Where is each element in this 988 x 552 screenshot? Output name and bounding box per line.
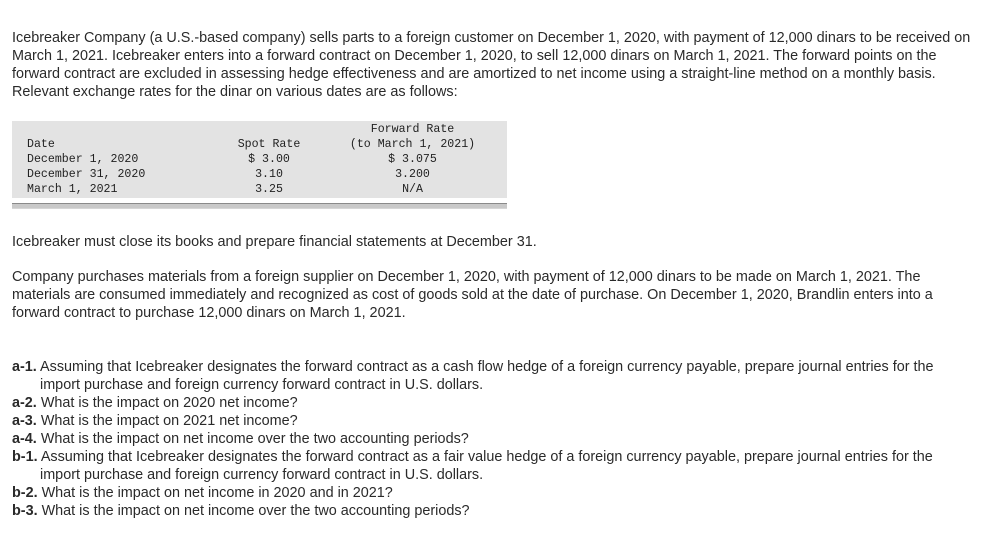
question-label: a-4. bbox=[12, 431, 37, 447]
question-text: What is the impact on net income over the two accounting periods? bbox=[40, 431, 469, 447]
row-1-date: December 1, 2020 bbox=[27, 153, 139, 166]
forward-header-line2: (to March 1, 2021) bbox=[349, 138, 476, 151]
question-b1 bbox=[12, 448, 972, 484]
question-a4 bbox=[12, 430, 972, 448]
row-1-spot: $ 3.00 bbox=[248, 153, 290, 166]
forward-header-line1: Forward Rate bbox=[370, 123, 455, 136]
question-a1 bbox=[12, 358, 972, 394]
question-label: a-1. bbox=[12, 359, 37, 375]
row-2-forward: 3.200 bbox=[395, 168, 430, 181]
question-b2 bbox=[12, 484, 972, 502]
table-bottom-rule bbox=[12, 203, 507, 209]
intro-paragraph: Icebreaker Company (a U.S.-based company) sells parts to a foreign customer on December 1, 2020, with payment of 12,000 dinars to be received on March 1, 2021. Icebreaker enters into a forward contract on December 1, 2020, to sell 12,000 dinars on March 1, 2021. The forward points on the forward contract are excluded in assessing hedge effectiveness and are amortized to net income using a straight-line method on a monthly basis. Relevant exchange rates for the dinar on various dates are as follows: bbox=[12, 30, 971, 100]
question-text: What is the impact on net income over the two accounting periods? bbox=[41, 503, 470, 519]
question-list bbox=[12, 358, 972, 520]
question-b3 bbox=[12, 502, 972, 520]
question-label: a-3. bbox=[12, 413, 37, 429]
row-2-date: December 31, 2020 bbox=[27, 168, 146, 181]
exchange-rate-table bbox=[12, 121, 507, 198]
question-text: What is the impact on 2020 net income? bbox=[40, 395, 298, 411]
row-2-spot: 3.10 bbox=[255, 168, 283, 181]
question-label: a-2. bbox=[12, 395, 37, 411]
question-label: b-3. bbox=[12, 503, 38, 519]
question-a2 bbox=[12, 394, 972, 412]
row-3-spot: 3.25 bbox=[255, 183, 283, 196]
question-text: Assuming that Icebreaker designates the forward contract as a cash flow hedge of a foreign currency payable, prepare journal entries for the import purchase and foreign currency forward contract in U.S. dollars. bbox=[40, 359, 934, 393]
date-header: Date bbox=[27, 138, 55, 151]
question-label: b-1. bbox=[12, 449, 38, 465]
question-text: What is the impact on 2021 net income? bbox=[40, 413, 298, 429]
question-text: Assuming that Icebreaker designates the forward contract as a fair value hedge of a foreign currency payable, prepare journal entries for the import purchase and foreign currency forward contract in U.S. dollars. bbox=[40, 449, 933, 483]
purchase-paragraph: Company purchases materials from a foreign supplier on December 1, 2020, with payment of 12,000 dinars to be made on March 1, 2021. The materials are consumed immediately and recognized as cost of goods sold at the date of purchase. On December 1, 2020, Brandlin enters into a forward contract to purchase 12,000 dinars on March 1, 2021. bbox=[12, 269, 933, 321]
question-text: What is the impact on net income in 2020 and in 2021? bbox=[41, 485, 393, 501]
row-3-forward: N/A bbox=[402, 183, 423, 196]
row-3-date: March 1, 2021 bbox=[27, 183, 118, 196]
question-a3 bbox=[12, 412, 972, 430]
spot-header: Spot Rate bbox=[237, 138, 301, 151]
question-label: b-2. bbox=[12, 485, 38, 501]
close-books-note: Icebreaker must close its books and prepare financial statements at December 31. bbox=[12, 234, 537, 250]
row-1-forward: $ 3.075 bbox=[388, 153, 437, 166]
